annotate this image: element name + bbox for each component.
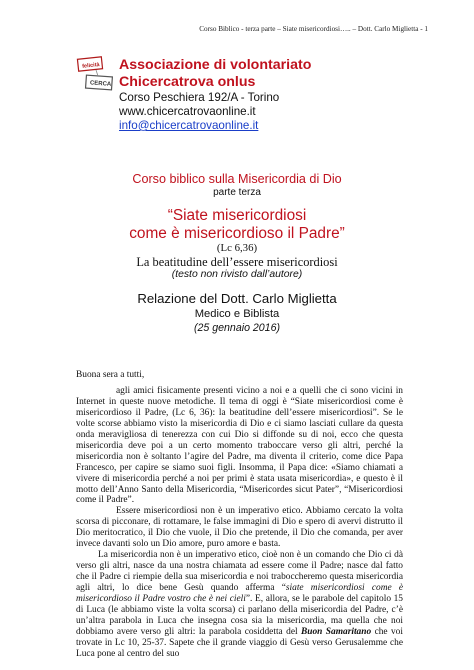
running-header: Corso Biblico - terza parte – Siate misericordiosi….. – Dott. Carlo Miglietta - 1 — [199, 25, 428, 33]
bible-reference: (Lc 6,36) — [216, 242, 258, 254]
revision-note: (testo non rivisto dall’autore) — [171, 269, 303, 280]
org-address: Corso Peschiera 192/A - Torino — [119, 91, 280, 104]
paragraph-3 — [76, 550, 403, 660]
paragraph-3-bold: Buon Samaritano — [301, 626, 372, 637]
course-part: parte terza — [213, 187, 261, 198]
svg-text:felicità: felicità — [81, 62, 100, 70]
talk-date: (25 gennaio 2016) — [194, 322, 280, 334]
lecture-subtitle: La beatitudine dell’essere misericordiosi — [136, 255, 338, 269]
org-name-line2: Chicercatrova onlus — [119, 74, 256, 90]
org-email-link[interactable]: info@chicercatrovaonline.it — [119, 119, 259, 132]
lecture-title-line1: “Siate misericordiosi — [167, 207, 307, 224]
speaker-role: Medico e Biblista — [194, 308, 280, 320]
greeting: Buona sera a tutti, — [76, 370, 145, 380]
body-text — [76, 370, 403, 660]
paragraph-3-part-b: ”. E, allora, se le parabole del capitolo 15 di Luca (le abbiamo viste la volta scorsa) ci parlano della misericordia del Padre, c’è un’altra parabola in Luca che insegna cosa sia la misericordia, ma quella che noi dobbiamo avere verso gli altri: la parabola cosiddetta del — [76, 594, 403, 637]
association-logo-icon — [76, 56, 116, 96]
org-website[interactable]: www.chicercatrovaonline.it — [119, 105, 256, 118]
org-name-line1: Associazione di volontariato — [119, 57, 312, 73]
paragraph-3-quote: siate misericordiosi come è misericordioso il Padre vostro che è nei cieli — [76, 583, 404, 605]
lecture-title-line2: come è misericordioso il Padre” — [129, 225, 345, 242]
paragraph-1: agli amici fisicamente presenti vicino a noi e a quelli che ci sono vicini in Internet in queste nuove metodiche. Il tema di oggi è “Siate misericordiosi come è misericordioso il Padre, (Lc 6, 36): la beatitudine dell’essere misericordiosi”. Se le volte scorse abbiamo visto la misericordia di Dio e ci siamo lasciati cullare da questa onda meravigliosa di tenerezza con cui Dio si diffonde su di noi, ecco che questa misericordia deve poi a un certo momento traboccare verso gli altri, perché la misericordia non è soltanto l’agire del Padre, ma diventa il criterio, come dice Papa Francesco, per capire se siamo suoi figli. Insomma, il Papa dice: «Siamo chiamati a vivere di misericordia perché a noi per primi è stata usata misericordia», e questo è il motto dell’Anno Santo della Misericordia, “Misericordes sicut Pater”, “Misericordiosi come il Padre”. — [76, 385, 403, 506]
paragraph-3-part-a: La misericordia non è un imperativo etico, cioè non è un comando che Dio ci dà verso gli altri, nasce da una nostra chiamata ad essere come il Padre; nasce dal fatto che il Padre ci riempie della sua misericordia e noi traboccheremo questa misericordia agli altri, lo dice bene Gesù quando afferma “ — [76, 550, 403, 594]
paragraph-2: Essere misericordiosi non è un imperativo etico. Abbiamo cercato la volta scorsa di picconare, di rottamare, le false immagini di Dio e spero di avervi distrutto il Dio meritocratico, il Dio che vuole, il Dio che pretende, il Dio che comanda, per aver invece davanti solo un Dio amore, puro amore e basta. — [76, 506, 403, 550]
speaker-line: Relazione del Dott. Carlo Miglietta — [137, 291, 337, 306]
course-title: Corso biblico sulla Misericordia di Dio — [132, 172, 342, 186]
association-header — [119, 57, 311, 133]
paragraph-3-part-c: che voi trovate in Lc 10, 25-37. Sapete che il grande viaggio di Gesù verso Gerusalemme che Luca pone al centro del suo — [76, 626, 403, 659]
svg-text:CERCA: CERCA — [89, 80, 112, 88]
